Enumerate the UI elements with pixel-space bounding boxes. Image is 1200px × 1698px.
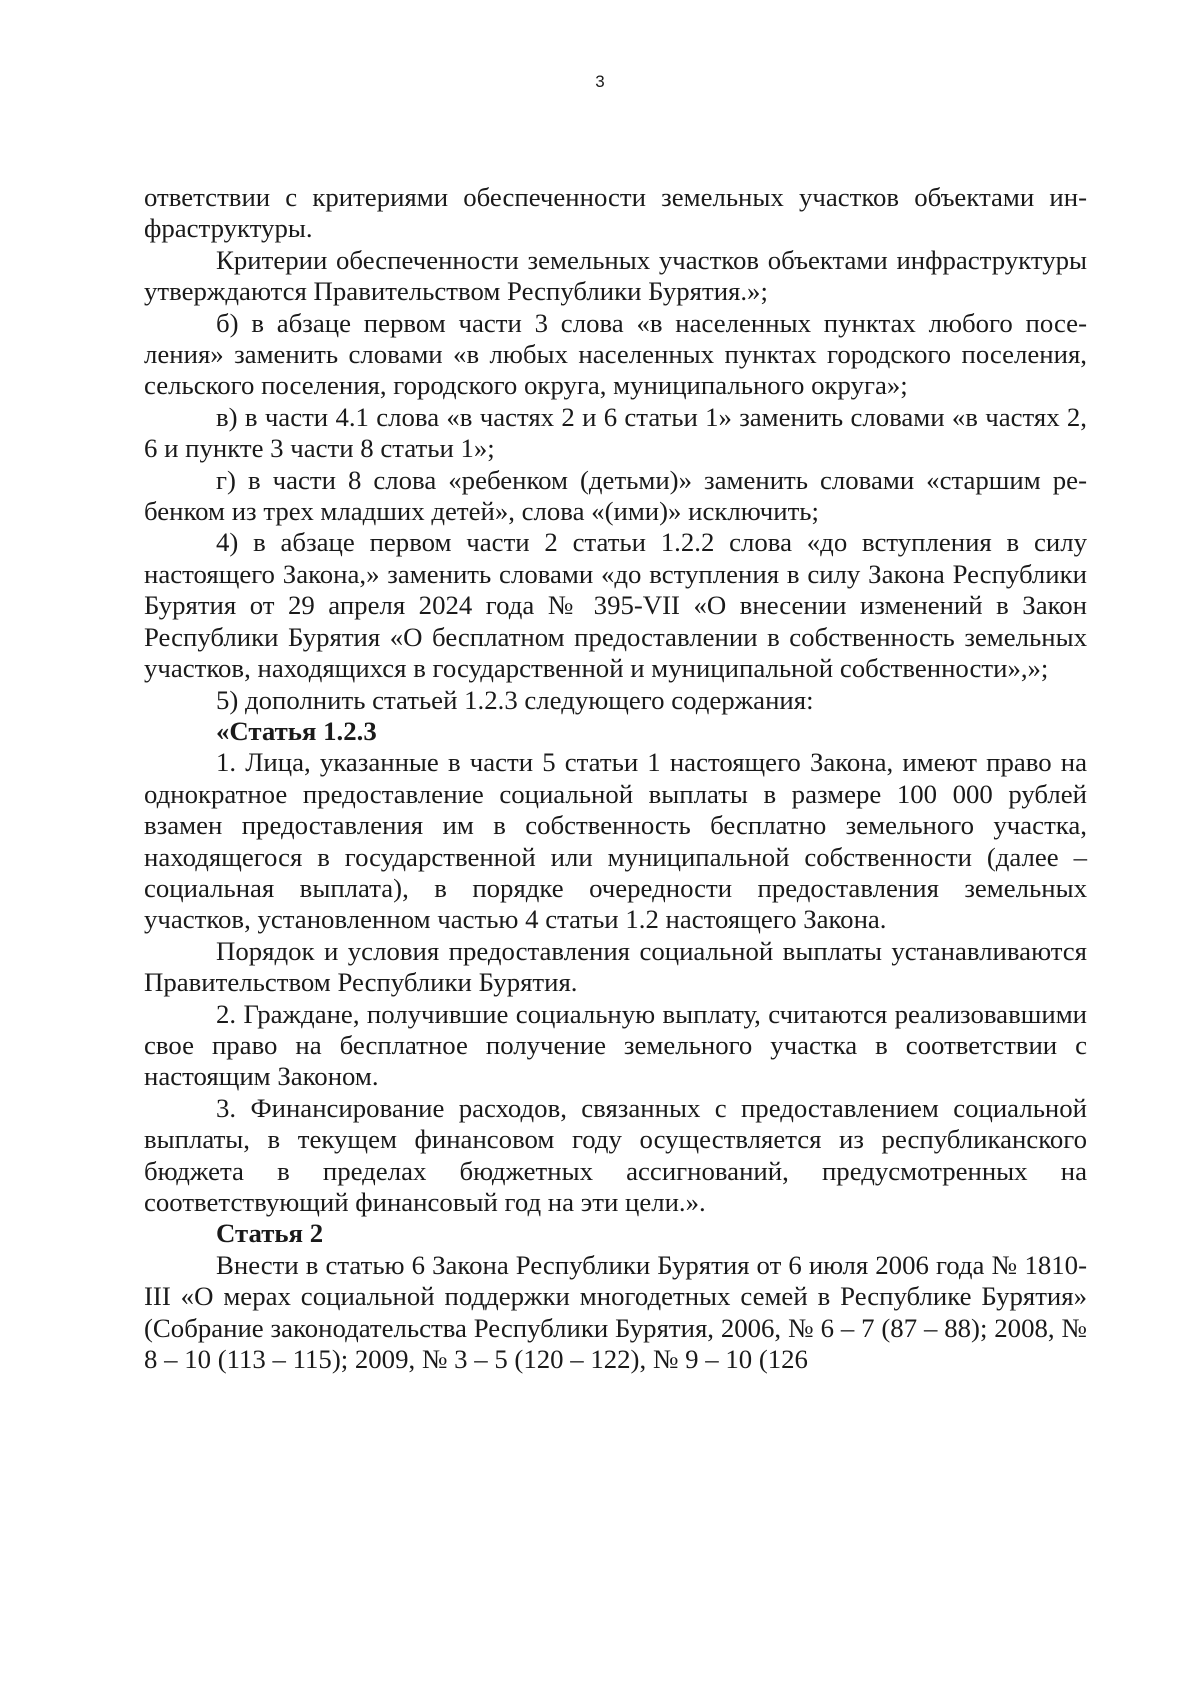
paragraph-continuation: ответствии с критериями обеспеченности земельных участков объектами инфраструктуры. (144, 182, 1087, 244)
paragraph: 5) дополнить статьей 1.2.3 следующего содержания: (216, 684, 814, 715)
paragraph: 2. Граждане, получившие социальную выплату, считаются реализовавшими свое право на бесплатное получение земельного участка в соответствии с настоящим Законом. (144, 998, 1087, 1092)
paragraph: Критерии обеспеченности земельных участков объектами инфраструктуры утверждаются Правительством Республики Бурятия.»; (144, 244, 1087, 307)
document-body (144, 182, 1087, 1375)
paragraph: г) в части 8 слова «ребенком (детьми)» заменить словами «старшим ребенком из трех младших детей», слова «(ими)» исключить; (144, 464, 1087, 527)
paragraph: 1. Лица, указанные в части 5 статьи 1 настоящего Закона, имеют право на однократное предоставление социальной выплаты в размере 100 000 рублей взамен предоставления им в собственность бесплатно земельного участка, находящегося в государственной или муниципальной собственности (далее – социальная выплата), в порядке очередности предоставления земельных участков, установленном частью 4 статьи 1.2 настоящего Закона. (144, 747, 1087, 935)
article-heading-1-2-3: «Статья 1.2.3 (216, 715, 377, 746)
page-number: 3 (595, 72, 605, 91)
paragraph: в) в части 4.1 слова «в частях 2 и 6 статьи 1» заменить словами «в частях 2, 6 и пункте 3 части 8 статьи 1»; (144, 401, 1087, 464)
paragraph: Внести в статью 6 Закона Республики Бурятия от 6 июля 2006 года № 1810-III «О мерах социальной поддержки многодетных семей в Республике Бурятия» (Собрание законодательства Республики Бурятия, 2006, № 6 – 7 (87 – 88); 2008, № 8 – 10 (113 – 115); 2009, № 3 – 5 (120 – 122), № 9 – 10 (126 (144, 1249, 1087, 1375)
paragraph: Порядок и условия предоставления социальной выплаты устанавливаются Правительством Республики Бурятия. (144, 935, 1087, 998)
paragraph: 4) в абзаце первом части 2 статьи 1.2.2 слова «до вступления в силу настоящего Закона,» заменить словами «до вступления в силу Закона Республики Бурятия от 29 апреля 2024 года № 395-VII «О внесении изменений в Закон Республики Бурятия «О бесплатном предоставлении в собственность земельных участков, находящихся в государственной и муниципальной собственности»,»; (144, 527, 1087, 684)
article-heading-2: Статья 2 (216, 1218, 324, 1249)
paragraph: б) в абзаце первом части 3 слова «в населенных пунктах любого поселения» заменить словами «в любых населенных пунктах городского поселения, сельского поселения, городского округа, муниципального округа»; (144, 307, 1087, 401)
paragraph: 3. Финансирование расходов, связанных с предоставлением социальной выплаты, в текущем финансовом году осуществляется из республиканского бюджета в пределах бюджетных ассигнований, предусмотренных на соответствующий финансовый год на эти цели.». (144, 1092, 1087, 1217)
